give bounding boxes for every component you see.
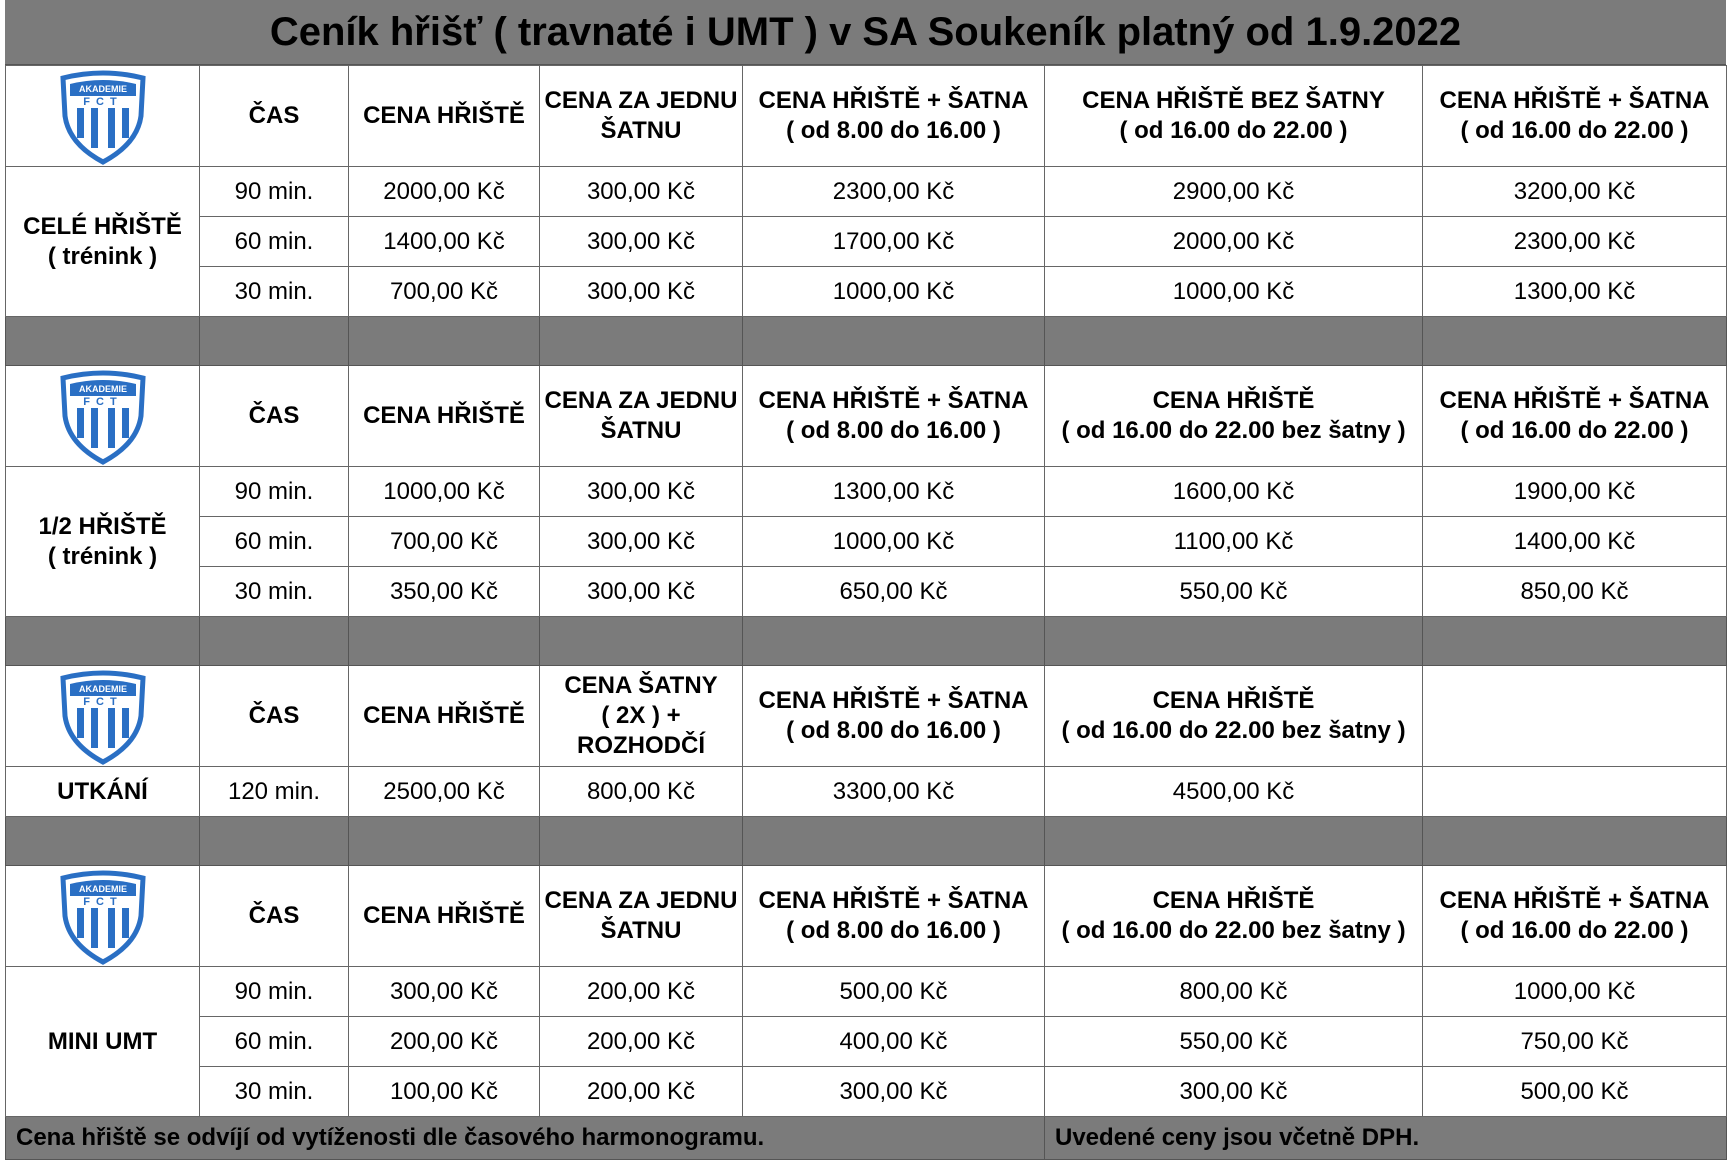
svg-text:FCT: FCT: [82, 696, 123, 708]
price-cell: 400,00 Kč: [743, 1017, 1045, 1067]
separator-cell: [349, 617, 540, 666]
footer-note-left: Cena hřiště se odvíjí od vytíženosti dle časového harmonogramu.: [6, 1117, 1045, 1160]
price-cell: 1700,00 Kč: [743, 217, 1045, 267]
separator-cell: [1045, 617, 1423, 666]
price-cell: 350,00 Kč: [349, 567, 540, 617]
price-cell: 300,00 Kč: [540, 567, 743, 617]
price-cell: 1300,00 Kč: [743, 467, 1045, 517]
column-header: CENA ZA JEDNU ŠATNU: [540, 366, 743, 467]
price-cell: 2300,00 Kč: [743, 167, 1045, 217]
column-header: CENA ZA JEDNU ŠATNU: [540, 866, 743, 967]
time-cell: 90 min.: [200, 167, 349, 217]
table-row: [6, 217, 1727, 267]
price-cell: 550,00 Kč: [1045, 1017, 1423, 1067]
price-cell: 650,00 Kč: [743, 567, 1045, 617]
price-cell: 300,00 Kč: [349, 967, 540, 1017]
table-row: [6, 1017, 1727, 1067]
section-header-row: [6, 866, 1727, 967]
price-cell: 3300,00 Kč: [743, 767, 1045, 817]
column-header: ČAS: [200, 666, 349, 767]
column-header: CENA HŘIŠTĚ: [349, 666, 540, 767]
table-row: [6, 767, 1727, 817]
section-label: MINI UMT: [6, 967, 200, 1117]
svg-text:AKADEMIE: AKADEMIE: [78, 884, 127, 894]
column-header: CENA ŠATNY ( 2X ) + ROZHODČÍ: [540, 666, 743, 767]
column-header: CENA HŘIŠTĚ: [349, 66, 540, 167]
column-header: CENA HŘIŠTĚ + ŠATNA ( od 16.00 do 22.00 ): [1423, 66, 1727, 167]
logo-cell: [6, 666, 200, 767]
section-header-row: [6, 366, 1727, 467]
logo-cell: [6, 366, 200, 467]
price-cell: 100,00 Kč: [349, 1067, 540, 1117]
column-header: CENA HŘIŠTĚ ( od 16.00 do 22.00 bez šatny ): [1045, 666, 1423, 767]
footer-note-right: Uvedené ceny jsou včetně DPH.: [1045, 1117, 1727, 1160]
time-cell: 90 min.: [200, 467, 349, 517]
footer-row: [6, 1117, 1727, 1160]
svg-text:AKADEMIE: AKADEMIE: [78, 684, 127, 694]
time-cell: 60 min.: [200, 517, 349, 567]
price-cell: 200,00 Kč: [540, 1017, 743, 1067]
section-label: CELÉ HŘIŠTĚ ( trénink ): [6, 167, 200, 317]
column-header: CENA HŘIŠTĚ + ŠATNA ( od 8.00 do 16.00 ): [743, 866, 1045, 967]
separator-cell: [1423, 317, 1727, 366]
logo-cell: [6, 66, 200, 167]
separator-cell: [540, 817, 743, 866]
column-header: CENA ZA JEDNU ŠATNU: [540, 66, 743, 167]
column-header: CENA HŘIŠTĚ ( od 16.00 do 22.00 bez šatny ): [1045, 866, 1423, 967]
time-cell: 30 min.: [200, 567, 349, 617]
fct-academy-logo-icon: [53, 366, 153, 466]
price-cell: 500,00 Kč: [1423, 1067, 1727, 1117]
price-cell: 1000,00 Kč: [1045, 267, 1423, 317]
price-cell: 200,00 Kč: [540, 1067, 743, 1117]
page-title: Ceník hřišť ( travnaté i UMT ) v SA Soukeník platný od 1.9.2022: [5, 0, 1726, 65]
table-row: [6, 167, 1727, 217]
price-cell: 300,00 Kč: [540, 217, 743, 267]
price-cell: 1000,00 Kč: [743, 267, 1045, 317]
separator-cell: [743, 817, 1045, 866]
svg-text:FCT: FCT: [82, 396, 123, 408]
separator-cell: [6, 617, 200, 666]
price-cell: [1423, 767, 1727, 817]
column-header: CENA HŘIŠTĚ + ŠATNA ( od 8.00 do 16.00 ): [743, 66, 1045, 167]
table-row: [6, 267, 1727, 317]
price-cell: 1100,00 Kč: [1045, 517, 1423, 567]
column-header: CENA HŘIŠTĚ: [349, 866, 540, 967]
table-row: [6, 567, 1727, 617]
svg-text:FCT: FCT: [82, 896, 123, 908]
price-cell: 2300,00 Kč: [1423, 217, 1727, 267]
fct-academy-logo-icon: [53, 866, 153, 966]
price-cell: 500,00 Kč: [743, 967, 1045, 1017]
separator-cell: [6, 817, 200, 866]
price-cell: 1300,00 Kč: [1423, 267, 1727, 317]
price-cell: 2000,00 Kč: [1045, 217, 1423, 267]
section-separator: [6, 317, 1727, 366]
separator-cell: [540, 617, 743, 666]
price-cell: 2900,00 Kč: [1045, 167, 1423, 217]
time-cell: 30 min.: [200, 267, 349, 317]
separator-cell: [1045, 817, 1423, 866]
price-cell: 300,00 Kč: [1045, 1067, 1423, 1117]
price-cell: 1000,00 Kč: [349, 467, 540, 517]
column-header: CENA HŘIŠTĚ ( od 16.00 do 22.00 bez šatny ): [1045, 366, 1423, 467]
column-header: CENA HŘIŠTĚ + ŠATNA ( od 8.00 do 16.00 ): [743, 666, 1045, 767]
price-cell: 750,00 Kč: [1423, 1017, 1727, 1067]
column-header: CENA HŘIŠTĚ + ŠATNA ( od 16.00 do 22.00 ): [1423, 866, 1727, 967]
price-cell: 1400,00 Kč: [1423, 517, 1727, 567]
price-cell: 300,00 Kč: [540, 517, 743, 567]
price-cell: 4500,00 Kč: [1045, 767, 1423, 817]
price-cell: 1000,00 Kč: [1423, 967, 1727, 1017]
separator-cell: [349, 317, 540, 366]
column-header: CENA HŘIŠTĚ: [349, 366, 540, 467]
separator-cell: [200, 317, 349, 366]
price-cell: 200,00 Kč: [540, 967, 743, 1017]
column-header: ČAS: [200, 366, 349, 467]
price-table-body: [6, 66, 1727, 1160]
separator-cell: [200, 817, 349, 866]
fct-academy-logo-icon: [53, 66, 153, 166]
section-header-row: [6, 666, 1727, 767]
section-separator: [6, 617, 1727, 666]
separator-cell: [1423, 617, 1727, 666]
price-cell: 200,00 Kč: [349, 1017, 540, 1067]
separator-cell: [349, 817, 540, 866]
column-header: CENA HŘIŠTĚ BEZ ŠATNY ( od 16.00 do 22.00 ): [1045, 66, 1423, 167]
svg-text:FCT: FCT: [82, 96, 123, 108]
price-cell: 850,00 Kč: [1423, 567, 1727, 617]
separator-cell: [6, 317, 200, 366]
column-header: ČAS: [200, 66, 349, 167]
column-header: ČAS: [200, 866, 349, 967]
section-label: 1/2 HŘIŠTĚ ( trénink ): [6, 467, 200, 617]
svg-text:AKADEMIE: AKADEMIE: [78, 384, 127, 394]
fct-academy-logo-icon: [53, 666, 153, 766]
separator-cell: [1423, 817, 1727, 866]
price-cell: 3200,00 Kč: [1423, 167, 1727, 217]
section-header-row: [6, 66, 1727, 167]
logo-cell: [6, 866, 200, 967]
table-row: [6, 467, 1727, 517]
separator-cell: [200, 617, 349, 666]
table-row: [6, 967, 1727, 1017]
separator-cell: [1045, 317, 1423, 366]
price-cell: 300,00 Kč: [540, 167, 743, 217]
price-cell: 800,00 Kč: [1045, 967, 1423, 1017]
column-header: CENA HŘIŠTĚ + ŠATNA ( od 8.00 do 16.00 ): [743, 366, 1045, 467]
price-cell: 1400,00 Kč: [349, 217, 540, 267]
table-row: [6, 517, 1727, 567]
time-cell: 120 min.: [200, 767, 349, 817]
column-header: [1423, 666, 1727, 767]
time-cell: 60 min.: [200, 1017, 349, 1067]
time-cell: 90 min.: [200, 967, 349, 1017]
separator-cell: [743, 617, 1045, 666]
price-cell: 700,00 Kč: [349, 267, 540, 317]
section-separator: [6, 817, 1727, 866]
table-row: [6, 1067, 1727, 1117]
price-cell: 300,00 Kč: [540, 467, 743, 517]
price-cell: 700,00 Kč: [349, 517, 540, 567]
separator-cell: [743, 317, 1045, 366]
price-cell: 2500,00 Kč: [349, 767, 540, 817]
separator-cell: [540, 317, 743, 366]
price-cell: 300,00 Kč: [540, 267, 743, 317]
time-cell: 60 min.: [200, 217, 349, 267]
price-cell: 1000,00 Kč: [743, 517, 1045, 567]
column-header: CENA HŘIŠTĚ + ŠATNA ( od 16.00 do 22.00 ): [1423, 366, 1727, 467]
price-cell: 2000,00 Kč: [349, 167, 540, 217]
price-cell: 1600,00 Kč: [1045, 467, 1423, 517]
price-table: [5, 65, 1727, 1160]
price-cell: 800,00 Kč: [540, 767, 743, 817]
price-cell: 1900,00 Kč: [1423, 467, 1727, 517]
price-cell: 300,00 Kč: [743, 1067, 1045, 1117]
time-cell: 30 min.: [200, 1067, 349, 1117]
price-list: [5, 0, 1726, 1160]
svg-text:AKADEMIE: AKADEMIE: [78, 84, 127, 94]
price-cell: 550,00 Kč: [1045, 567, 1423, 617]
section-label: UTKÁNÍ: [6, 767, 200, 817]
